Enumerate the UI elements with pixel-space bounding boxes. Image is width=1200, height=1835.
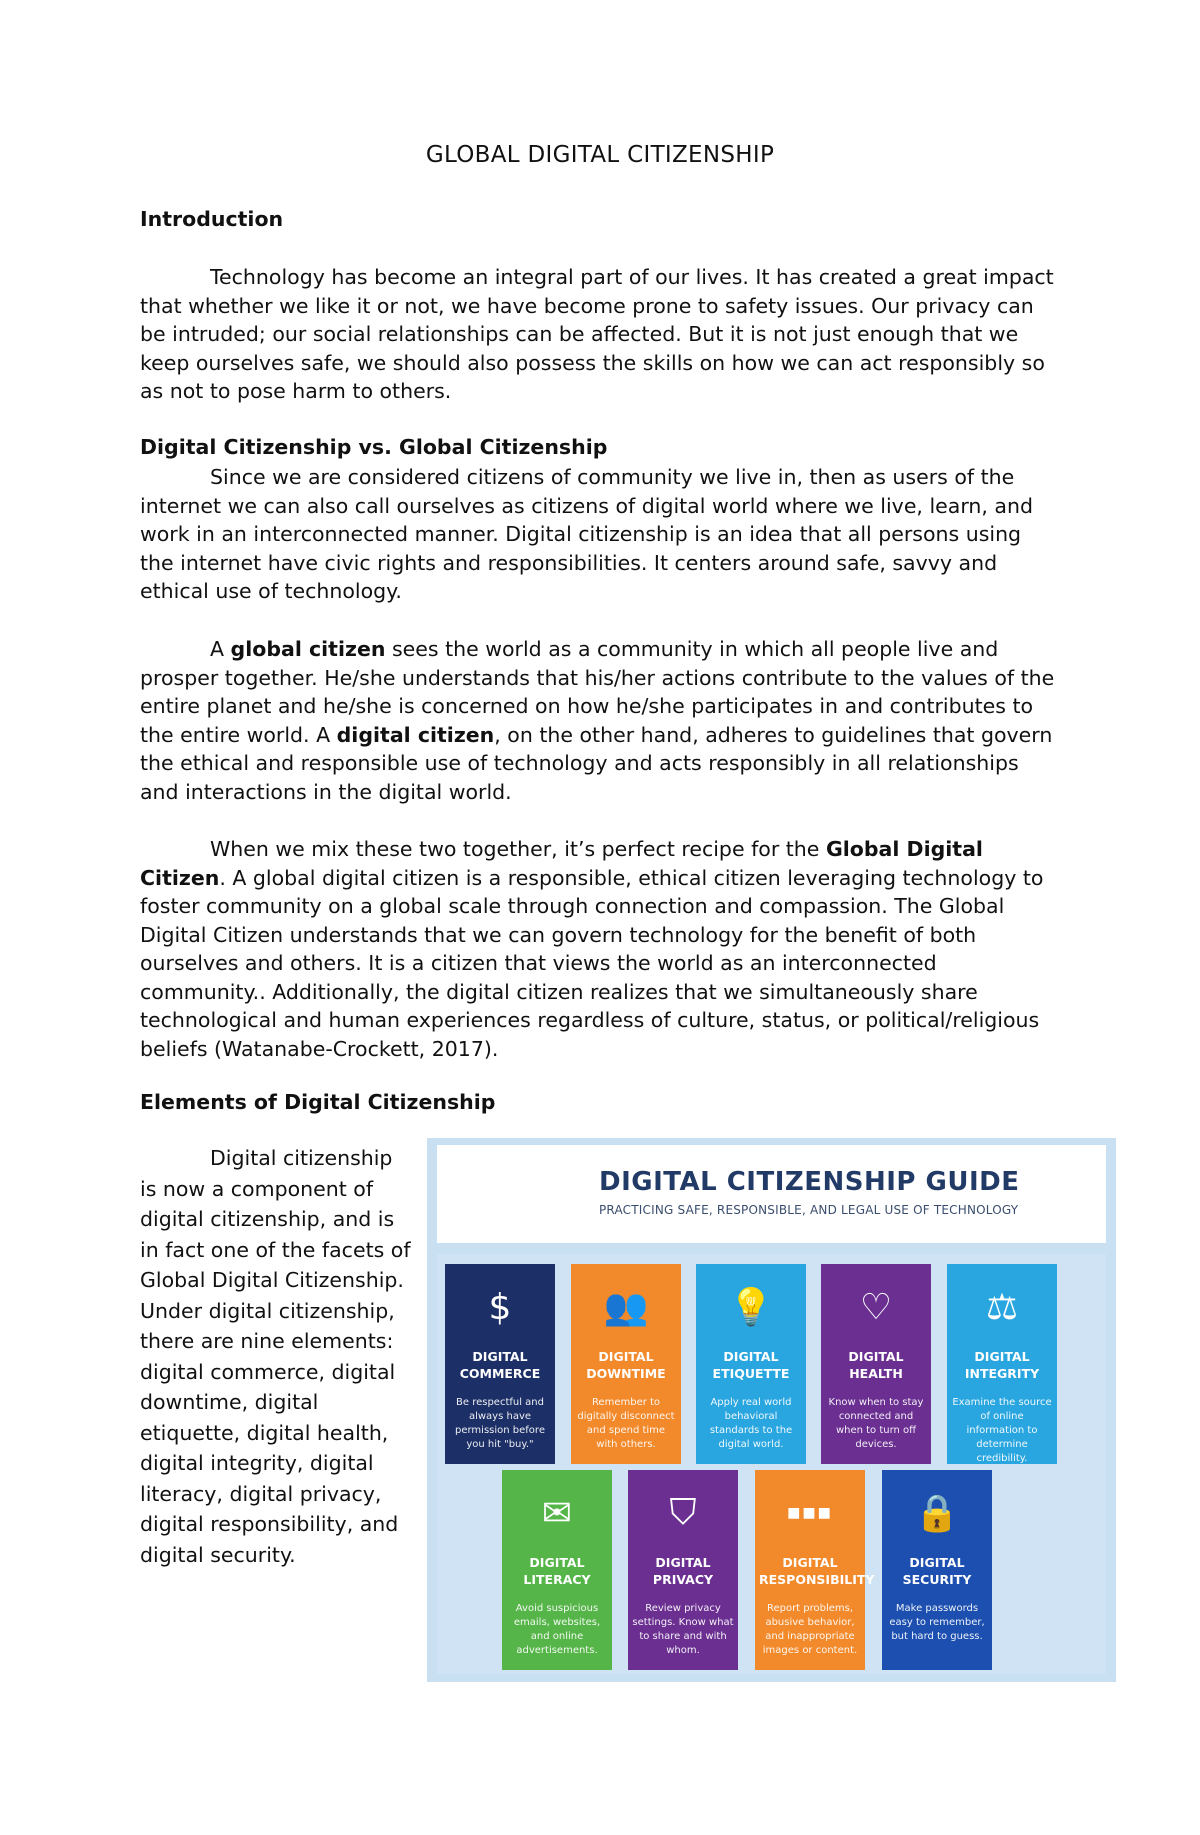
heart-icon: ♡ — [859, 1286, 893, 1328]
text-run: sees the world as a community in which all people live and prosper together. He/she understands that his/her actions contribute to the values of the entire planet and he/she is concerned on how he/she participates in and contributes to the entire world. A — [140, 637, 1055, 747]
text-run: A — [210, 637, 231, 661]
tile-title: DIGITAL DOWNTIME — [586, 1349, 666, 1381]
document-title: GLOBAL DIGITAL CITIZENSHIP — [425, 142, 775, 168]
introduction-paragraph: Technology has become an integral part of our lives. It has created a great impact that whether we like it or not, we have become prone to safety issues. Our privacy can be intruded; our social relationships can be affected. But it is not just enough that we keep ourselves safe, we should also possess the skills on how we can act responsibly so as not to pose harm to others. — [140, 265, 1054, 403]
text-run: . A global digital citizen is a responsible, ethical citizen leveraging technology to foster community on a global scale through connection and compassion. The Global Digital Citizen understands that we can govern technology for the benefit of both ourselves and others. It is a citizen that views the world as an interconnected community.. Additionally, the digital citizen realizes that we simultaneously share technological and human experiences regardless of culture, status, or political/religious beliefs (Watanabe-Crockett, 2017). — [140, 865, 1044, 1061]
tile-description: Be respectful and always have permission before you hit "buy." — [455, 1397, 545, 1450]
text-run: When we mix these two together, it’s perfect recipe for the — [210, 837, 826, 861]
global-citizen-paragraph — [140, 635, 1060, 806]
padlock-icon: 🔒 — [914, 1493, 960, 1534]
elements-heading: Elements of Digital Citizenship — [140, 1090, 496, 1114]
bold-term-global-digital-citizen: Global Digital Citizen — [140, 837, 983, 890]
tile-title: DIGITAL HEALTH — [848, 1349, 904, 1381]
tile-description: Report problems, abusive behavior, and inappropriate images or content. — [762, 1603, 858, 1656]
guide-tile-integrity — [947, 1264, 1057, 1464]
tile-title: DIGITAL PRIVACY — [652, 1555, 714, 1587]
tile-description: Examine the source of online information to determine credibility. — [952, 1397, 1052, 1464]
text-run: , on the other hand, adheres to guidelines that govern the ethical and responsible use of technology and acts responsibly in all relationships and interactions in the digital world. — [140, 722, 1053, 804]
tile-description: Apply real world behavioral standards to the digital world. — [709, 1397, 793, 1450]
tile-title: DIGITAL INTEGRITY — [964, 1349, 1040, 1381]
tile-title: DIGITAL COMMERCE — [459, 1349, 541, 1381]
guide-tile-privacy — [628, 1470, 738, 1670]
guide-tile-security — [882, 1470, 992, 1670]
guide-subtitle: PRACTICING SAFE, RESPONSIBLE, AND LEGAL USE OF TECHNOLOGY — [599, 1203, 1019, 1217]
introduction-heading: Introduction — [140, 207, 284, 231]
guide-header — [437, 1145, 1106, 1243]
bold-term-global-citizen: global citizen — [230, 637, 386, 661]
envelope-icon: ✉ — [541, 1492, 573, 1534]
bold-term-digital-citizen: digital citizen — [336, 722, 495, 747]
tile-title: DIGITAL SECURITY — [902, 1555, 972, 1587]
tile-description: Remember to digitally disconnect and spend time with others. — [577, 1397, 675, 1450]
digital-citizenship-paragraph: Since we are considered citizens of community we live in, then as users of the internet we can also call ourselves as citizens of digital world where we live, learn, and work in an interconnected manner. Digital citizenship is an idea that all persons using the internet have civic rights and responsibilities. It centers around safe, savvy and ethical use of technology. — [140, 465, 1033, 603]
tile-description: Make passwords easy to remember, but hard to guess. — [889, 1603, 985, 1642]
guide-tile-health — [821, 1264, 931, 1464]
tile-title: DIGITAL RESPONSIBILITY — [759, 1555, 875, 1587]
guide-tile-responsibility — [755, 1470, 875, 1670]
global-digital-citizen-paragraph — [140, 835, 1060, 1063]
elements-paragraph: Digital citizenship is now a component of digital citizenship, and is in fact one of the facets of Global Digital Citizenship. Under digital citizenship, there are nine elements: digital commerce, digital downtime, digital etiquette, digital health, digital integrity, digital literacy, digital privacy, digital responsibility, and digital security. — [140, 1146, 411, 1567]
tile-description: Avoid suspicious emails, websites, and online advertisements. — [513, 1603, 601, 1656]
citizenship-comparison-heading: Digital Citizenship vs. Global Citizenship — [140, 435, 608, 459]
dots-icon: ■■■ — [787, 1505, 833, 1521]
scales-icon: ⚖ — [985, 1286, 1019, 1328]
tile-title: DIGITAL LITERACY — [523, 1555, 591, 1587]
tile-description: Know when to stay connected and when to turn off devices. — [828, 1397, 924, 1450]
tile-description: Review privacy settings. Know what to share and with whom. — [632, 1603, 734, 1656]
guide-tile-grid — [437, 1254, 1106, 1674]
guide-tile-literacy — [502, 1470, 612, 1670]
digital-citizenship-guide-image — [427, 1138, 1116, 1682]
shield-icon: ⛉ — [669, 1492, 697, 1533]
people-icon: 👥 — [603, 1287, 649, 1328]
guide-tile-etiquette — [696, 1264, 806, 1464]
guide-tile-downtime — [571, 1264, 681, 1464]
guide-tile-commerce — [445, 1264, 555, 1464]
guide-title: DIGITAL CITIZENSHIP GUIDE — [599, 1167, 1020, 1197]
head-lightbulb-icon: 💡 — [728, 1287, 774, 1328]
tile-title: DIGITAL ETIQUETTE — [712, 1349, 790, 1381]
dollar-icon: $ — [488, 1286, 512, 1328]
